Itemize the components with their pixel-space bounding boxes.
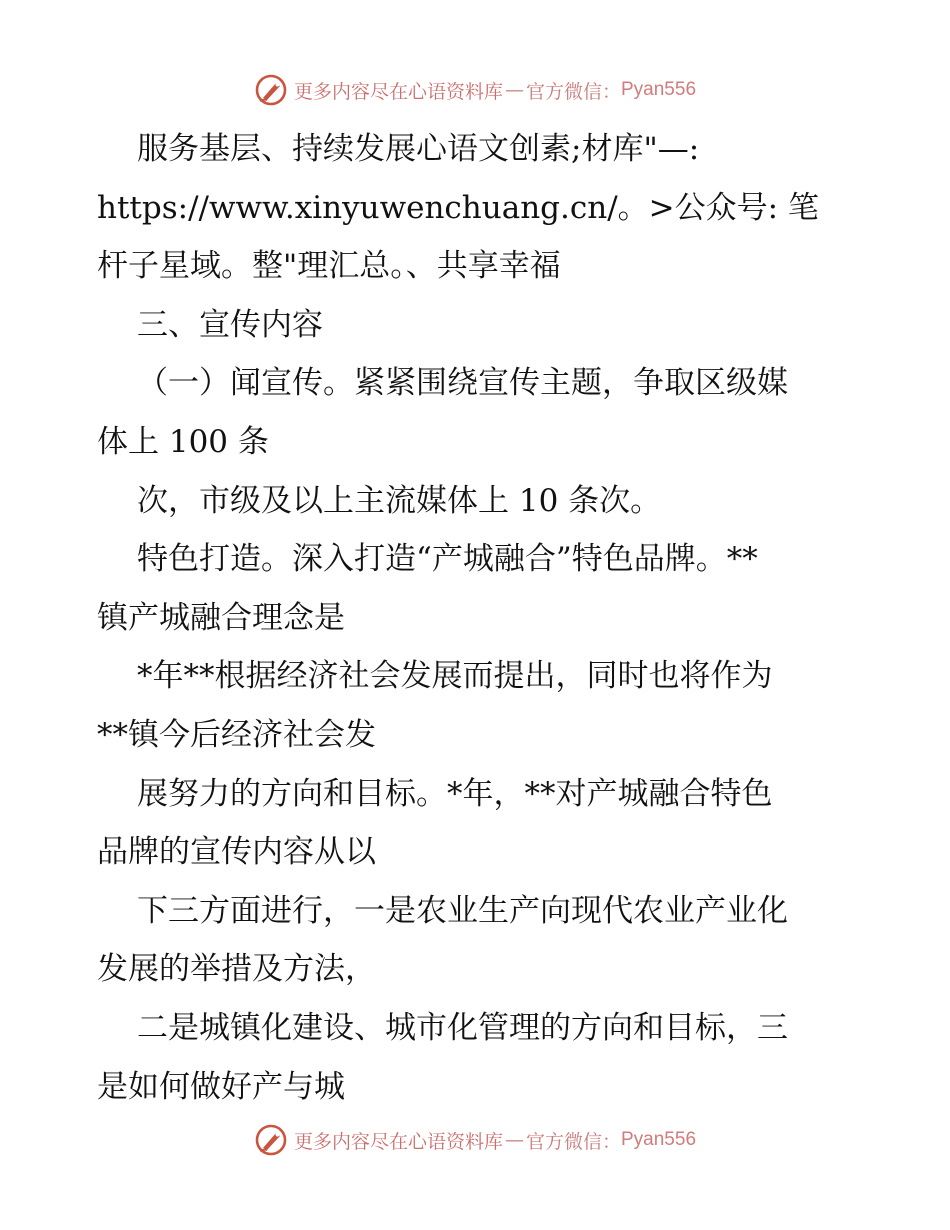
body-line: 次，市级及以上主流媒体上 10 条次。	[137, 482, 662, 519]
body-line: 展努力的方向和目标。*年，**对产城融合特色	[137, 775, 773, 812]
body-line: 镇产城融合理念是	[97, 599, 345, 636]
body-line: 品牌的宣传内容从以	[97, 834, 376, 871]
body-line: **镇今后经济社会发	[97, 716, 376, 753]
banner-tagline: 更多内容尽在心语资料库	[293, 1130, 503, 1153]
pen-nib-logo-icon	[254, 1123, 288, 1157]
banner-official-label: 官方微信：	[525, 80, 621, 103]
banner-official-label: 官方微信：	[525, 1130, 621, 1153]
footer-watermark-banner	[0, 1120, 950, 1160]
body-line: 杆子星域。整"理汇总。、共享幸福	[97, 248, 561, 285]
section-heading: 三、宣传内容	[137, 306, 323, 343]
banner-dash: —	[504, 79, 524, 101]
body-line: 二是城镇化建设、城市化管理的方向和目标，三	[137, 1009, 788, 1046]
banner-dash: —	[504, 1129, 524, 1151]
body-line: （一）闻宣传。紧紧围绕宣传主题，争取区级媒	[137, 365, 788, 402]
body-line: 体上 100 条	[97, 423, 269, 460]
body-line: 发展的举措及方法，	[97, 951, 376, 988]
body-line: https://www.xinyuwenchuang.cn/。>公众号: 笔	[97, 189, 819, 226]
body-line: 下三方面进行，一是农业生产向现代农业产业化	[137, 892, 788, 929]
document-body	[97, 120, 857, 1116]
body-line: 是如何做好产与城	[97, 1068, 345, 1105]
pen-nib-logo-icon	[254, 73, 288, 107]
body-line: 服务基层、持续发展心语文创素;材库"—:	[137, 131, 700, 167]
header-watermark-banner	[0, 70, 950, 110]
body-line: 特色打造。深入打造“产城融合”特色品牌。**	[137, 541, 758, 578]
banner-wechat-id: Pyan556	[621, 1129, 697, 1150]
body-line: *年**根据经济社会发展而提出，同时也将作为	[137, 658, 773, 695]
banner-wechat-id: Pyan556	[621, 79, 697, 100]
banner-tagline: 更多内容尽在心语资料库	[293, 80, 503, 103]
